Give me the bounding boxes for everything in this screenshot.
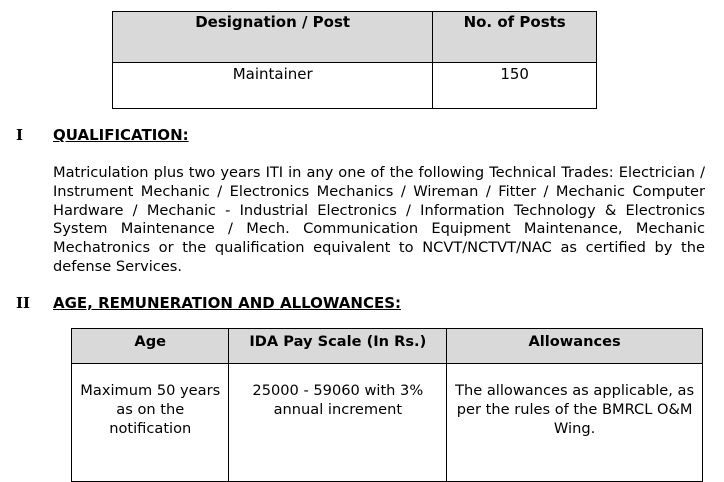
no-of-posts-header: No. of Posts xyxy=(433,12,597,63)
age-header: Age xyxy=(72,329,229,364)
section-number-2: II xyxy=(16,294,31,312)
designation-cell: Maintainer xyxy=(113,63,433,109)
table-row xyxy=(113,63,597,109)
age-remuneration-heading: AGE, REMUNERATION AND ALLOWANCES: xyxy=(53,294,401,312)
pay-scale-cell: 25000 - 59060 with 3% annual increment xyxy=(229,364,447,482)
age-cell: Maximum 50 years as on the notification xyxy=(72,364,229,482)
age-pay-table xyxy=(71,328,703,482)
no-of-posts-cell: 150 xyxy=(433,63,597,109)
designation-header: Designation / Post xyxy=(113,12,433,63)
posts-table-header-row xyxy=(113,12,597,63)
qualification-paragraph: Matriculation plus two years ITI in any one of the following Technical Trades: Electrician / Instrument Mechanic / Electronics Mechanics / Wireman / Fitter / Mechanic Computer Hardware / Mechanic - Industrial Electronics / Information Technology & Electronics System Maintenance / Mech. Communication Equipment Maintenance, Mechanic Mechatronics or the qualification equivalent to NCVT/NCTVT/NAC as certified by the defense Services. xyxy=(53,164,705,275)
allowances-header: Allowances xyxy=(447,329,703,364)
allowances-cell: The allowances as applicable, as per the rules of the BMRCL O&M Wing. xyxy=(447,364,703,482)
pay-scale-header: IDA Pay Scale (In Rs.) xyxy=(229,329,447,364)
qualification-heading: QUALIFICATION: xyxy=(53,126,189,144)
section-number-1: I xyxy=(16,126,24,144)
posts-table xyxy=(112,11,597,109)
table-row xyxy=(72,364,703,482)
age-table-header-row xyxy=(72,329,703,364)
